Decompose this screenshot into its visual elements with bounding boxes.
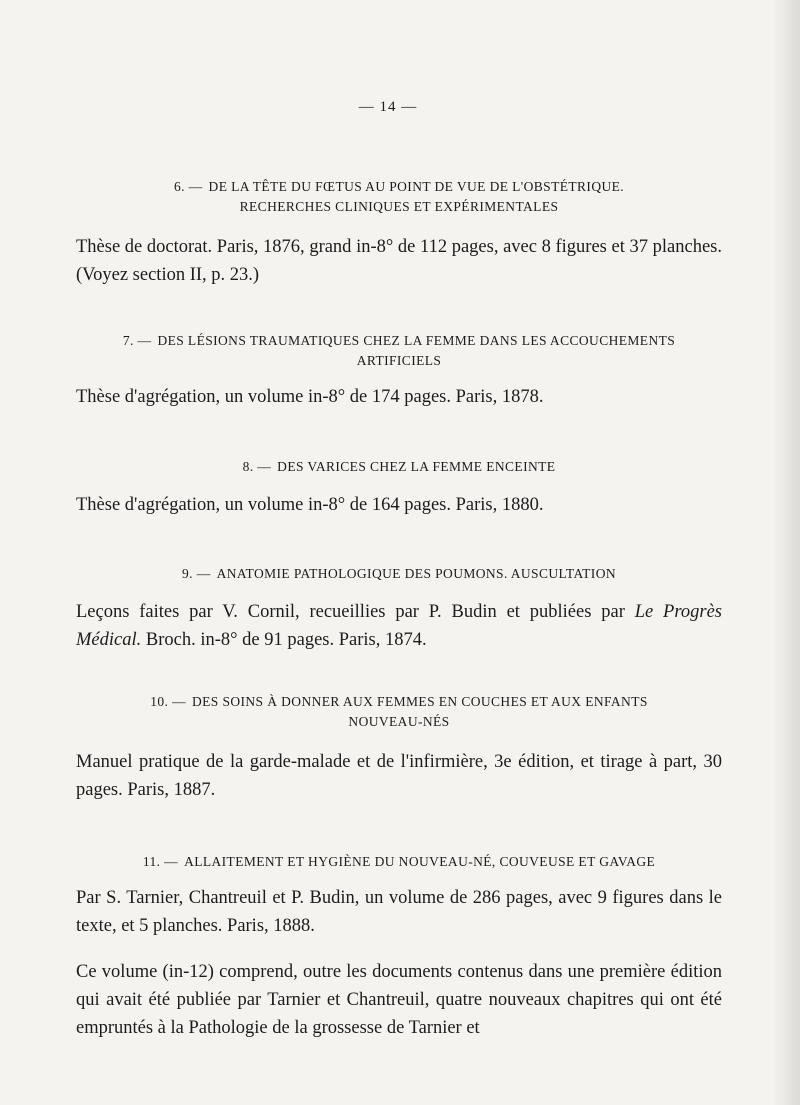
entry-7-title-line2: ARTIFICIELS bbox=[356, 353, 442, 368]
entry-11-text: Par S. Tarnier, Chantreuil et P. Budin, un volume de 286 pages, avec 9 figures dans le texte, et 5 planches. Paris, 1888. bbox=[76, 888, 722, 936]
entry-7-heading bbox=[76, 331, 722, 371]
entry-7-number: 7. — bbox=[122, 333, 152, 348]
entry-11 bbox=[76, 852, 722, 1042]
entry-10-title-line2: NOUVEAU-NÉS bbox=[348, 714, 450, 729]
entry-8-text: Thèse d'agrégation, un volume in-8° de 164 pages. Paris, 1880. bbox=[76, 495, 544, 515]
entry-9-text-before: Leçons faites par V. Cornil, recueillies par P. Budin et publiées par bbox=[76, 602, 635, 622]
entry-6-title-line1: DE LA TÊTE DU FŒTUS AU POINT DE VUE DE L'OBSTÉTRIQUE. bbox=[208, 179, 625, 194]
entry-9 bbox=[76, 564, 722, 654]
entry-10 bbox=[76, 692, 722, 804]
entry-7 bbox=[76, 331, 722, 411]
entry-7-title-line1: DES LÉSIONS TRAUMATIQUES CHEZ LA FEMME DANS LES ACCOUCHEMENTS bbox=[157, 333, 676, 348]
entry-11-heading bbox=[76, 852, 722, 872]
entry-8-heading bbox=[76, 457, 722, 477]
entry-9-title-line1: ANATOMIE PATHOLOGIQUE DES POUMONS. AUSCULTATION bbox=[216, 566, 616, 581]
page-edge-shadow bbox=[772, 0, 800, 1105]
entry-10-title-line1: DES SOINS À DONNER AUX FEMMES EN COUCHES ET AUX ENFANTS bbox=[191, 694, 648, 709]
entry-9-heading bbox=[76, 564, 722, 584]
entry-6-heading bbox=[76, 177, 722, 217]
entry-8-title-line1: DES VARICES CHEZ LA FEMME ENCEINTE bbox=[277, 459, 556, 474]
entry-8-number: 8. — bbox=[242, 459, 272, 474]
entry-7-text: Thèse d'agrégation, un volume in-8° de 174 pages. Paris, 1878. bbox=[76, 387, 544, 407]
entry-9-journal-title: Le Progrès Médical. bbox=[76, 602, 722, 650]
entry-9-text-after: Broch. in-8° de 91 pages. Paris, 1874. bbox=[141, 630, 427, 650]
entry-6 bbox=[76, 177, 722, 289]
entry-11-title-line1: ALLAITEMENT ET HYGIÈNE DU NOUVEAU-NÉ, COUVEUSE ET GAVAGE bbox=[184, 854, 656, 869]
entry-11-text-continued: Ce volume (in-12) comprend, outre les documents contenus dans une première édition qui avait été publiée par Tarnier et Chantreuil, quatre nouveaux chapitres qui ont été empruntés à la Pathologie de la grossesse de Tarnier et bbox=[76, 962, 722, 1038]
entry-9-number: 9. — bbox=[182, 566, 211, 581]
entry-10-heading bbox=[76, 692, 722, 732]
entry-11-number: 11. — bbox=[142, 854, 179, 869]
entry-6-title-line2: RECHERCHES CLINIQUES ET EXPÉRIMENTALES bbox=[239, 199, 559, 214]
entry-10-text: Manuel pratique de la garde-malade et de l'infirmière, 3e édition, et tirage à part, 30 pages. Paris, 1887. bbox=[76, 752, 722, 800]
entry-10-number: 10. — bbox=[150, 694, 186, 709]
entry-6-text: Thèse de doctorat. Paris, 1876, grand in-8° de 112 pages, avec 8 figures et 37 planches. (Voyez section II, p. 23.) bbox=[76, 237, 722, 285]
entry-9-text bbox=[76, 598, 722, 654]
entry-6-number: 6. — bbox=[173, 179, 203, 194]
page-number: — 14 — bbox=[358, 99, 418, 115]
entry-8 bbox=[76, 457, 722, 519]
